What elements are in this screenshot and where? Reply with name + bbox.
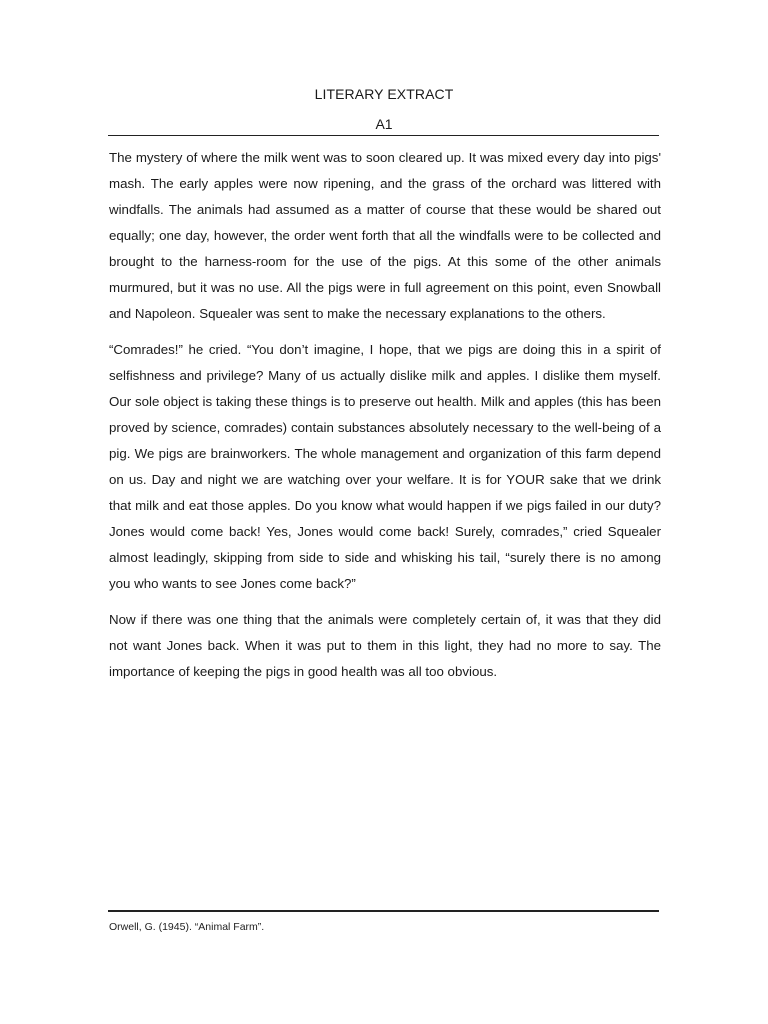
- paragraph-3: Now if there was one thing that the animals were completely certain of, it was that they did not want Jones back. When it was put to them in this light, they had no more to say. The importance of keeping the pigs in good health was all too obvious.: [109, 612, 661, 679]
- extract-body: [109, 145, 661, 695]
- section-label: A1: [375, 116, 393, 132]
- citation: Orwell, G. (1945). “Animal Farm”.: [109, 921, 265, 933]
- page-title: LITERARY EXTRACT: [314, 86, 454, 102]
- paragraph-1: The mystery of where the milk went was to soon cleared up. It was mixed every day into pigs' mash. The early apples were now ripening, and the grass of the orchard was littered with windfalls. The animals had assumed as a matter of course that these would be shared out equally; one day, however, the order went forth that all the windfalls were to be collected and brought to the harness-room for the use of the pigs. At this some of the other animals murmured, but it was no use. All the pigs were in full agreement on this point, even Snowball and Napoleon. Squealer was sent to make the necessary explanations to the others.: [109, 150, 661, 321]
- header-divider: [108, 135, 659, 136]
- footer-divider: [108, 910, 659, 912]
- paragraph-2: “Comrades!” he cried. “You don’t imagine, I hope, that we pigs are doing this in a spirit of selfishness and privilege? Many of us actually dislike milk and apples. I dislike them myself. Our sole object is taking these things is to preserve out health. Milk and apples (this has been proved by science, comrades) contain substances absolutely necessary to the well-being of a pig. We pigs are brainworkers. The whole management and organization of this farm depend on us. Day and night we are watching over your welfare. It is for YOUR sake that we drink that milk and eat those apples. Do you know what would happen if we pigs failed in our duty? Jones would come back! Yes, Jones would come back! Surely, comrades,” cried Squealer almost leadingly, skipping from side to side and whisking his tail, “surely there is no among you who wants to see Jones come back?”: [109, 342, 661, 591]
